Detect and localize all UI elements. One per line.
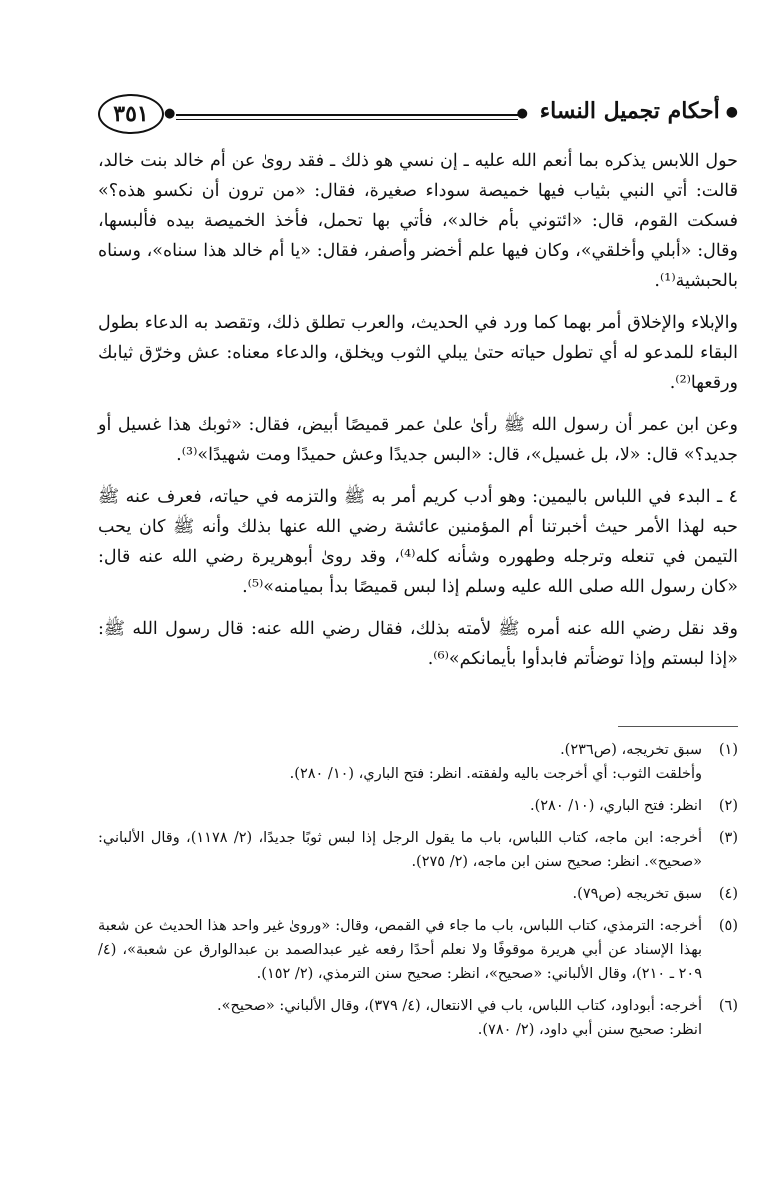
paragraph-5: وقد نقل رضي الله عنه أمره ﷺ لأمته بذلك، فقال رضي الله عنه: قال رسول الله ﷺ: «إذا لبستم وإذا توضأتم فابدأوا بأيمانكم»⁽⁶⁾. bbox=[98, 619, 738, 669]
footnote-4: (٤) سبق تخريجه (ص٧٩). bbox=[572, 886, 738, 902]
paragraph-1: حول اللابس يذكره بما أنعم الله عليه ـ إن نسي هو ذلك ـ فقد روىٰ عن أم خالد بنت خالد، قالت: أتي النبي بثياب فيها خميصة سوداء صغيرة، فقال: «من ترون أن نكسو هذه؟» فسكت القوم، قال: «ائتوني بأم خالد»، فأتي بها تحمل، فأخذ الخميصة بيده فألبسها، وقال: «أبلي وأخلقي»، وكان فيها علم أخضر وأصفر، فقال: «يا أم خالد هذا سناه»، وسناه بالحبشية⁽¹⁾. bbox=[98, 151, 738, 291]
running-title bbox=[540, 98, 738, 124]
paragraph-4: ٤ ـ البدء في اللباس باليمين: وهو أدب كريم أمر به ﷺ والتزمه في حياته، فعرف عنه ﷺ حبه لهذا الأمر حيث أخبرتنا أم المؤمنين عائشة رضي الله عنها بذلك وأنه ﷺ كان يحب التيمن في تنعله وترجله وطهوره وشأنه كله⁽⁴⁾، وقد روىٰ أبوهريرة رضي الله عنه قال: «كان رسول الله صلى الله عليه وسلم إذا لبس قميصًا بدأ بميامنه»⁽⁵⁾. bbox=[98, 487, 738, 597]
running-title-text: أحكام تجميل النساء bbox=[539, 98, 720, 124]
header-rule bbox=[176, 114, 518, 120]
paragraph-2: والإبلاء والإخلاق أمر بهما كما ورد في الحديث، والعرب تطلق ذلك، وتقصد به الدعاء بطول البقاء للمدعو له أي تطول حياته حتىٰ يبلي الثوب ويخلق، والدعاء معناه: عش وخرّق ثيابك ورقعها⁽²⁾. bbox=[98, 313, 738, 393]
paragraph-3: وعن ابن عمر أن رسول الله ﷺ رأىٰ علىٰ عمر قميصًا أبيض، فقال: «ثوبك هذا غسيل أو جديد؟» قال: «لا، بل غسيل»، قال: «البس جديدًا وعش حميدًا ومت شهيدًا»⁽³⁾. bbox=[98, 415, 738, 465]
footnote-1: (١) سبق تخريجه، (ص٢٣٦). وأخلقت الثوب: أي أخرجت باليه ولفقته. انظر: فتح الباري، (١٠/ ٢٨٠). bbox=[289, 742, 738, 782]
footnotes bbox=[98, 738, 738, 1050]
footnote-2: (٢) انظر: فتح الباري، (١٠/ ٢٨٠). bbox=[529, 798, 738, 814]
footnote-3: (٣) أخرجه: ابن ماجه، كتاب اللباس، باب ما يقول الرجل إذا لبس ثوبًا جديدًا، (٢/ ١١٧٨)، وقال الألباني: «صحيح». انظر: صحيح سنن ابن ماجه، (٢/ ٢٧٥). bbox=[98, 830, 738, 870]
footnote-6: (٦) أخرجه: أبوداود، كتاب اللباس، باب في الانتعال، (٤/ ٣٧٩)، وقال الألباني: «صحيح». انظر: صحيح سنن أبي داود، (٢/ ٧٨٠). bbox=[217, 998, 738, 1038]
page-header bbox=[98, 92, 738, 136]
page-number: ٣٥١ bbox=[98, 94, 164, 134]
footnote-separator bbox=[618, 726, 738, 727]
rule-end-dot-icon: ● bbox=[164, 106, 176, 121]
footnote-5: (٥) أخرجه: الترمذي، كتاب اللباس، باب ما جاء في القمص، وقال: «ورو‌ىٰ غير واحد هذا الحديث عن شعبة بهذا الإسناد عن أبي هريرة موقوفًا ولا نعلم أحدًا رفعه غير عبدالصمد بن عبدالوارق عن شعبة»، (٤/ ٢٠٩ ـ ٢١٠)، وقال الألباني: «صحيح»، انظر: صحيح سنن الترمذي، (٢/ ١٥٢). bbox=[98, 918, 738, 982]
bullet-icon: ● bbox=[725, 104, 738, 120]
main-text bbox=[98, 146, 738, 686]
rule-end-dot-icon: ● bbox=[516, 106, 528, 121]
